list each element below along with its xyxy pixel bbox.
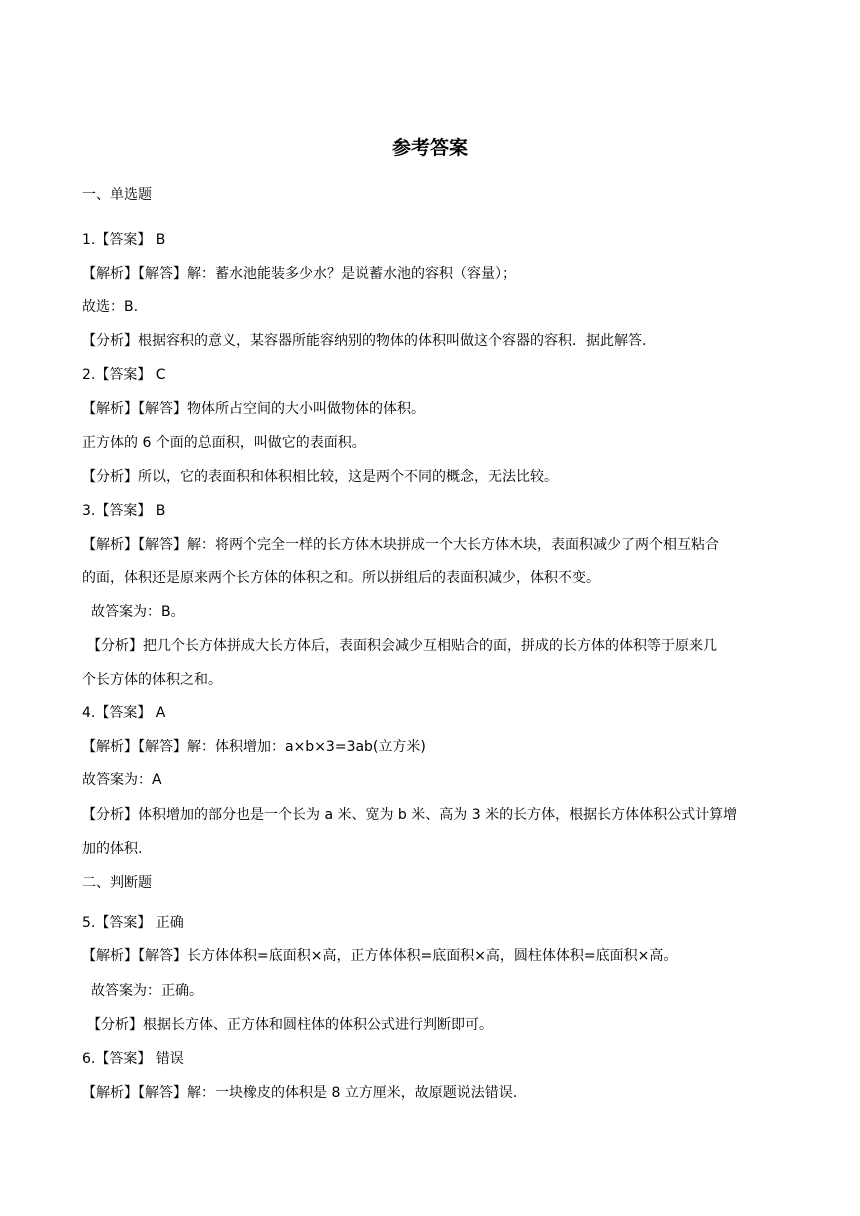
explanation-line: 故答案为：B。 (91, 604, 185, 620)
explanation-line: 【解析】【解答】解：将两个完全一样的长方体木块拼成一个大长方体木块，表面积减少了两个相互粘合 (82, 537, 719, 553)
answer-line-q6: 6.【答案】 错误 (82, 1051, 184, 1067)
explanation-line: 【解析】【解答】解：蓄水池能装多少水？是说蓄水池的容积（容量）； (82, 266, 516, 282)
answer-line-q4: 4.【答案】 A (82, 705, 166, 721)
analysis-line: 【分析】根据容积的意义，某容器所能容纳别的物体的体积叫做这个容器的容积．据此解答. (82, 333, 647, 349)
explanation-line: 的面，体积还是原来两个长方体的体积之和。所以拼组后的表面积减少，体积不变。 (82, 570, 600, 586)
analysis-line: 【分析】根据长方体、正方体和圆柱体的体积公式进行判断即可。 (87, 1017, 493, 1033)
section-heading-single-choice: 一、单选题 (82, 187, 152, 203)
analysis-line: 【分析】把几个长方体拼成大长方体后，表面积会减少互相贴合的面，拼成的长方体的体积等于原来几 (87, 638, 717, 654)
explanation-line: 故答案为：A (82, 772, 162, 788)
explanation-line: 故选：B. (82, 299, 139, 315)
explanation-line: 正方体的 6 个面的总面积，叫做它的表面积。 (82, 435, 366, 451)
analysis-line: 【分析】所以，它的表面积和体积相比较，这是两个不同的概念，无法比较。 (82, 469, 558, 485)
answer-line-q3: 3.【答案】 B (82, 503, 166, 519)
analysis-line: 【分析】体积增加的部分也是一个长为 a 米、宽为 b 米、高为 3 米的长方体，根据长方体体积公式计算增 (82, 807, 738, 823)
answer-line-q2: 2.【答案】 C (82, 367, 166, 383)
explanation-line: 【解析】【解答】解：体积增加：a×b×3=3ab(立方米) (82, 739, 426, 755)
analysis-line: 个长方体的体积之和。 (82, 672, 222, 688)
page-title: 参考答案 (391, 137, 468, 159)
explanation-line: 【解析】【解答】物体所占空间的大小叫做物体的体积。 (82, 401, 425, 417)
analysis-line: 加的体积. (82, 841, 143, 857)
explanation-line: 故答案为：正确。 (91, 983, 203, 999)
section-heading-true-false: 二、判断题 (82, 875, 152, 891)
answer-line-q5: 5.【答案】 正确 (82, 915, 184, 931)
explanation-line: 【解析】【解答】长方体体积=底面积×高，正方体体积=底面积×高，圆柱体体积=底面积×高。 (82, 948, 678, 964)
explanation-line: 【解析】【解答】解：一块橡皮的体积是 8 立方厘米，故原题说法错误. (82, 1085, 518, 1101)
answer-line-q1: 1.【答案】 B (82, 232, 166, 248)
